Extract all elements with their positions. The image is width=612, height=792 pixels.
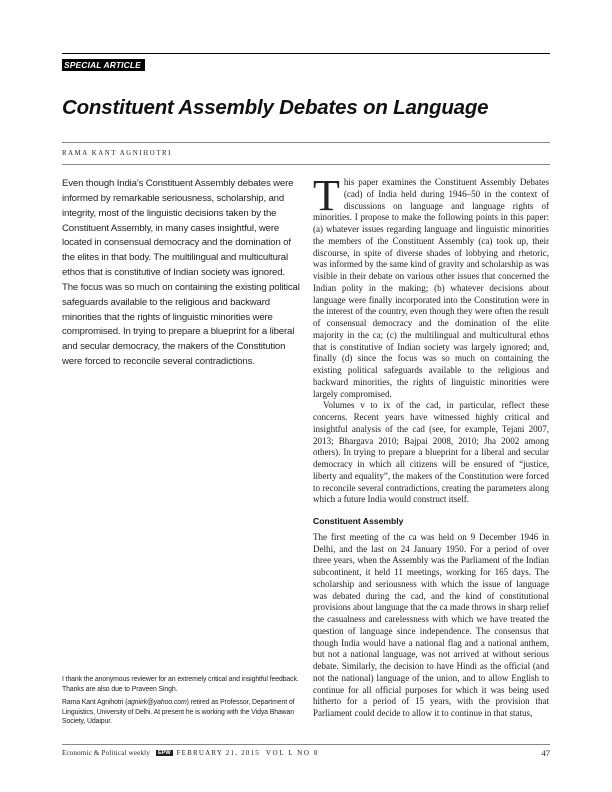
body-paragraph-1 — [313, 171, 549, 400]
page-footer — [62, 749, 550, 757]
journal-name: Economic & Political weekly — [62, 749, 151, 757]
drop-cap: T — [313, 171, 340, 220]
section-tag-bar — [62, 53, 550, 73]
author-email-link[interactable]: agniirk@yahoo.com — [127, 699, 187, 707]
page-number: 47 — [541, 748, 550, 758]
author-bio-prefix: Rama Kant Agnihotri ( — [62, 699, 128, 707]
author-divider — [62, 164, 550, 165]
section-tag: SPECIAL ARTICLE — [62, 59, 145, 71]
body-paragraph-2: Volumes v to ix of the cad, in particular, reflect these concerns. Recent years have witnessed highly critical and insightful analysis of the cad (see, for example, Tejani 2007, 2013; Bhargava 2010; Bajpai 2008, 2010; Jha 2002 among others). In trying to prepare a blueprint for a liberal and secular democracy in which all citizens will be ensured of “justice, liberty and equality”, the makers of the Constitution were forced to reconcile several contradictions, creating the parameters along which a future India would construct itself. — [313, 400, 549, 505]
body-paragraph-3: The first meeting of the ca was held on 9 December 1946 in Delhi, and the last on 24 January 1950. For a period of over three years, when the Assembly was the Parliament of the Indian subcontinent, it held 11 meetings, working for 165 days. The scholarship and seriousness with which the issue of language was debated during the cad, and the kind of constitutional provisions about language that the ca made throws in sharp relief the casualness and carelessness with which we have treated the question of language since independence. The consensus that though India would have a national flag and a national anthem, but not a national language, was not arrived at without serious debate. Similarly, the decision to have Hindi as the official (and not the national) language of the union, and to allow English to continue for all official purposes for which it was being used hitherto for a period of 15 years, with the provision that Parliament could decide to allow it to continue in that status, — [313, 531, 549, 718]
article-title: Constituent Assembly Debates on Language — [62, 96, 489, 119]
issue-date: FEBRUARY 21, 2015 — [176, 749, 260, 757]
section-heading: Constituent Assembly — [313, 516, 404, 526]
author-bio-suffix: ) retired as Professor, Department of Linguistics, University of Delhi. At present he is working with the Vidya Bhawan Society, Udaipur. — [62, 699, 295, 726]
volume-number: VOL L NO 8 — [265, 749, 319, 757]
author-name: RAMA KANT AGNIHOTRI — [62, 150, 172, 157]
abstract: Even though India’s Constituent Assembly debates were informed by remarkable seriousness, scholarship, and integrity, most of the linguistic decisions taken by the Constituent Assembly, in many cases insightful, were located in consensual democracy and the domination of the elites in that body. The multilingual and multicultural ethos that is constitutive of Indian society was ignored. The focus was so much on containing the existing political safeguards available to the religious and backward minorities that the rights of linguistic minorities were compromised. In trying to prepare a blueprint for a liberal and secular democracy, the makers of the Constitution were forced to reconcile several contradictions. — [62, 178, 300, 368]
article-body — [313, 171, 549, 720]
footnotes — [62, 675, 302, 731]
author-bio — [62, 698, 302, 727]
footer-divider — [62, 744, 550, 745]
body-paragraph-1-text: his paper examines the Constituent Assembly Debates (cad) of India held during 1946–50 in the context of discussions on language and language rights of minorities. I propose to make the following points in this paper: (a) whatever issues regarding language and linguistic minorities the members of the Constituent Assembly (ca) took up, their discourse, in spite of diverse shades of lobbying and rhetoric, was informed by the same kind of gravity and scholarship as was visible in their debate on various other issues that concerned the Indian polity in the making; (b) whatever decisions about language were finally incorporated into the Constitution were in the interest of the country, even though they were often the result of consensual democracy and the domination of the elite majority in the ca; (c) the multilingual and multicultural ethos that is constitutive of Indian society was largely ignored; and, finally (d) since the focus was so much on containing the existing political safeguards available to the religious and backward minorities, the rights of linguistic minorities were largely compromised. — [313, 177, 549, 399]
epw-logo: EPW — [158, 750, 171, 756]
title-divider — [62, 142, 550, 143]
acknowledgement-note: I thank the anonymous reviewer for an extremely critical and insightful feedback. Thanks are also due to Praveen Singh. — [62, 676, 299, 693]
